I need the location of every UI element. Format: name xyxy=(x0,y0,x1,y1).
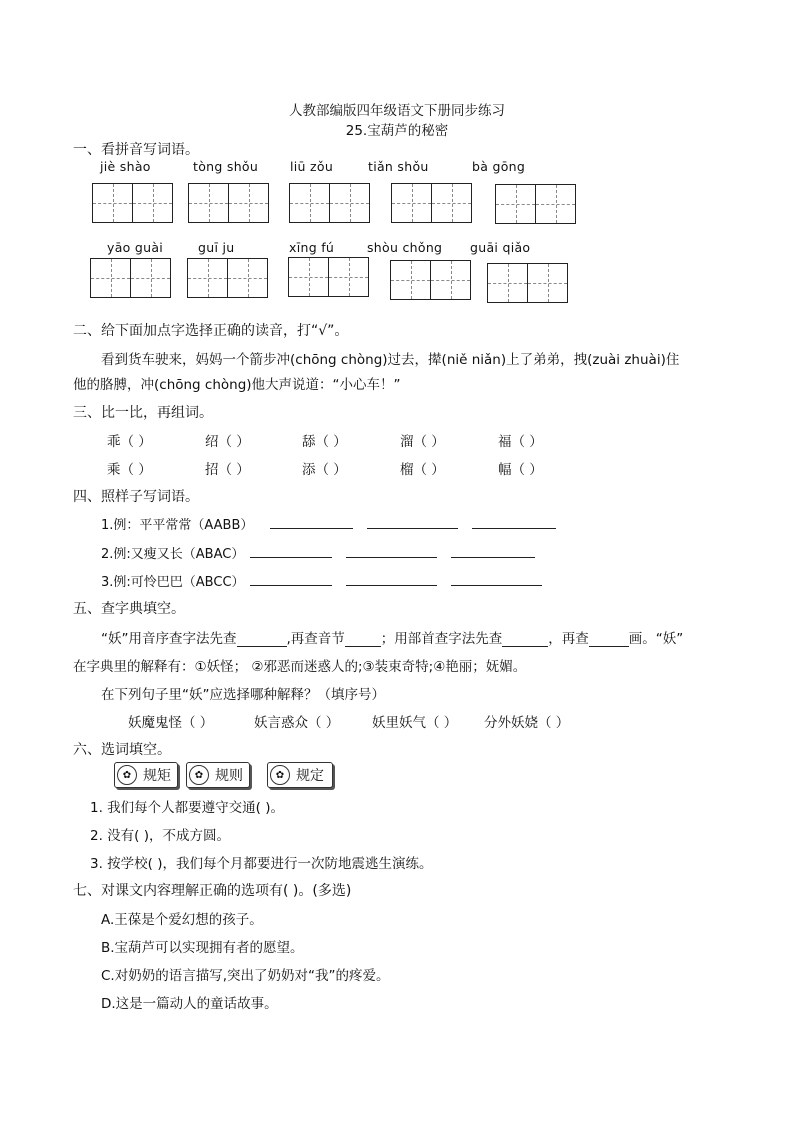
paragraph-line: 他的胳膊，冲(chōng chòng)他大声说道：“小心车！” xyxy=(73,377,401,393)
answer-blank[interactable] xyxy=(250,543,332,558)
compare-item: 招（ ） xyxy=(205,462,250,478)
choice-item: 妖魔鬼怪（ ） xyxy=(128,715,214,731)
writing-grid[interactable] xyxy=(289,183,370,223)
compare-item: 幅（ ） xyxy=(498,462,543,478)
writing-grid[interactable] xyxy=(92,183,173,223)
answer-blank[interactable] xyxy=(345,632,381,647)
example-item: 3.例:可怜巴巴（ABCC） xyxy=(101,575,245,590)
word-tag-label: 规矩 xyxy=(143,768,171,784)
page-subtitle: 25.宝葫芦的秘密 xyxy=(345,123,449,139)
answer-blank[interactable] xyxy=(451,571,542,586)
answer-blank[interactable] xyxy=(346,543,437,558)
mushroom-icon: ✿ xyxy=(189,765,209,785)
pinyin-label: bà gōng xyxy=(472,159,526,174)
word-tag xyxy=(186,762,250,788)
pinyin-label: guāi qiǎo xyxy=(470,240,531,255)
section-6-heading: 六、选词填空。 xyxy=(73,742,171,758)
compare-item: 乘（ ） xyxy=(107,462,152,478)
section-3-heading: 三、比一比，再组词。 xyxy=(73,405,213,421)
pinyin-label: jiè shào xyxy=(100,159,151,174)
writing-grid[interactable] xyxy=(495,184,576,224)
word-tag-label: 规定 xyxy=(296,768,324,784)
pinyin-label: xīng fú xyxy=(289,240,335,255)
answer-blank[interactable] xyxy=(502,632,548,647)
answer-blank[interactable] xyxy=(451,543,535,558)
writing-grid[interactable] xyxy=(188,183,269,223)
writing-grid[interactable] xyxy=(487,263,568,303)
compare-item: 福（ ） xyxy=(498,434,543,450)
word-tag-label: 规则 xyxy=(215,768,243,784)
option-item: D.这是一篇动人的童话故事。 xyxy=(101,996,278,1012)
writing-grid[interactable] xyxy=(90,258,171,298)
answer-blank[interactable] xyxy=(270,514,353,529)
compare-item: 乖（ ） xyxy=(107,434,152,450)
compare-item: 添（ ） xyxy=(302,462,347,478)
choice-item: 妖言惑众（ ） xyxy=(254,715,340,731)
word-tag xyxy=(267,762,333,788)
section-7-heading: 七、对课文内容理解正确的选项有( )。(多选) xyxy=(73,883,352,899)
section-1-heading: 一、看拼音写词语。 xyxy=(73,142,199,158)
answer-blank[interactable] xyxy=(472,514,556,529)
answer-blank[interactable] xyxy=(367,514,458,529)
example-item: 2.例:又瘦又长（ABAC） xyxy=(101,547,245,562)
question-text: ,再查音节 xyxy=(286,631,345,647)
question-text: 画。“妖” xyxy=(628,631,684,647)
pinyin-label: guī ju xyxy=(198,240,235,255)
example-item: 1.例：平平常常（AABB） xyxy=(101,518,254,533)
compare-item: 绍（ ） xyxy=(205,434,250,450)
word-tag xyxy=(114,762,178,788)
writing-grid[interactable] xyxy=(288,257,369,297)
page-title: 人教部编版四年级语文下册同步练习 xyxy=(289,103,505,119)
answer-blank[interactable] xyxy=(237,632,287,647)
section-4-heading: 四、照样子写词语。 xyxy=(73,489,199,505)
choice-item: 妖里妖气（ ） xyxy=(372,715,458,731)
compare-item: 榴（ ） xyxy=(400,462,445,478)
writing-grid[interactable] xyxy=(187,258,268,298)
option-item: C.对奶奶的语言描写,突出了奶奶对“我”的疼爱。 xyxy=(101,968,390,984)
instruction-line: 在下列句子里“妖”应选择哪种解释？（填序号） xyxy=(101,687,385,703)
fill-sentence: 1. 我们每个人都要遵守交通( )。 xyxy=(90,800,284,816)
mushroom-icon: ✿ xyxy=(270,765,290,785)
question-text: ，再查 xyxy=(548,631,589,647)
section-5-heading: 五、查字典填空。 xyxy=(73,601,185,617)
definition-line: 在字典里的解释有：①妖怪； ②邪恶而迷惑人的;③装束奇特;④艳丽；妩媚。 xyxy=(73,659,527,675)
compare-item: 舔（ ） xyxy=(302,434,347,450)
question-text: ；用部首查字法先查 xyxy=(380,631,503,647)
compare-item: 溜（ ） xyxy=(400,434,445,450)
paragraph-line: 看到货车驶来，妈妈一个箭步冲(chōng chòng)过去，撵(niě niǎn)上了弟弟，拽(zuài zhuài)住 xyxy=(101,352,680,368)
choice-item: 分外妖娆（ ） xyxy=(484,715,570,731)
answer-blank[interactable] xyxy=(589,632,629,647)
fill-sentence: 2. 没有( )，不成方圆。 xyxy=(90,828,230,844)
pinyin-label: tòng shǒu xyxy=(193,159,259,174)
writing-grid[interactable] xyxy=(391,183,472,223)
answer-blank[interactable] xyxy=(250,571,332,586)
option-item: B.宝葫芦可以实现拥有者的愿望。 xyxy=(101,940,304,956)
pinyin-label: yāo guài xyxy=(107,240,164,255)
option-item: A.王葆是个爱幻想的孩子。 xyxy=(101,912,263,928)
dictionary-question xyxy=(101,627,683,647)
question-text: “妖”用音序查字法先查 xyxy=(101,631,237,647)
fill-sentence: 3. 按学校( )，我们每个月都要进行一次防地震逃生演练。 xyxy=(90,856,433,872)
answer-blank[interactable] xyxy=(346,571,437,586)
writing-grid[interactable] xyxy=(390,260,471,300)
pinyin-label: shòu chǒng xyxy=(367,240,443,255)
mushroom-icon: ✿ xyxy=(117,765,137,785)
section-2-heading: 二、给下面加点字选择正确的读音，打“√”。 xyxy=(73,323,349,339)
pinyin-label: liū zǒu xyxy=(290,159,334,174)
pinyin-label: tiǎn shǒu xyxy=(368,159,429,174)
